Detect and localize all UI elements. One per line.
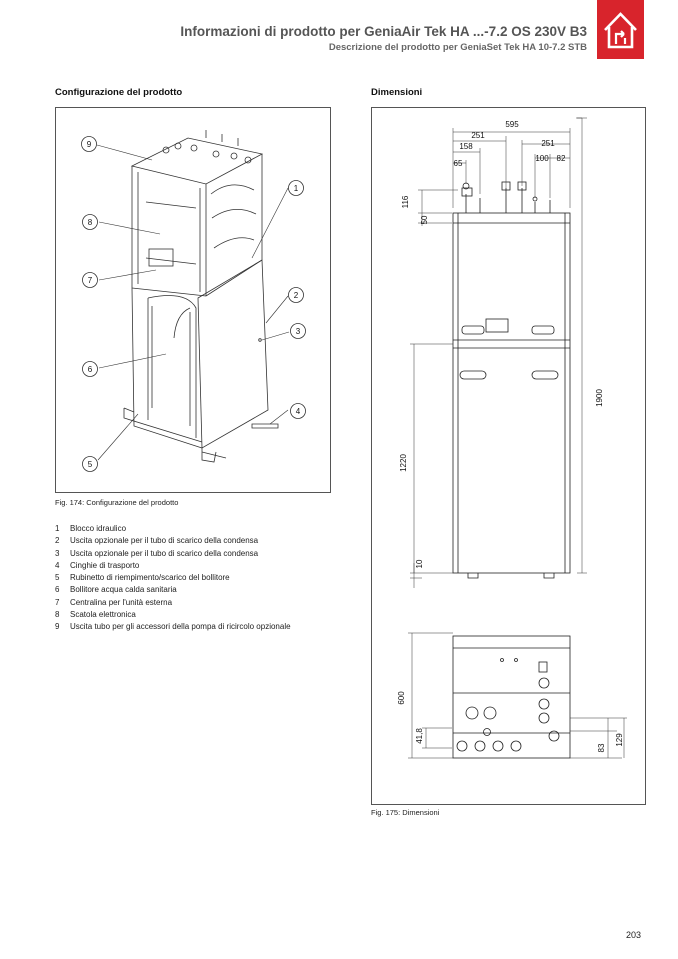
dimensions-figure [371, 107, 646, 805]
dim-65: 65 [453, 159, 463, 168]
callout-9: 9 [86, 140, 92, 149]
page-number: 203 [626, 930, 642, 940]
house-logo-icon [597, 0, 644, 59]
legend-item: 3 Uscita opzionale per il tubo di scarico della condensa [55, 548, 259, 558]
section-heading-dimensions: Dimensioni [371, 87, 423, 98]
callout-3: 3 [295, 327, 301, 336]
product-configuration-figure [55, 107, 331, 493]
dim-595: 595 [505, 120, 519, 129]
dim-116: 116 [401, 195, 410, 209]
figure-caption-175: Fig. 175: Dimensioni [371, 808, 440, 817]
dim-251-left: 251 [471, 131, 485, 140]
dim-1220: 1220 [399, 454, 408, 472]
callout-7: 7 [87, 276, 93, 285]
dim-50: 50 [420, 215, 429, 225]
dim-100: 100 [535, 154, 549, 163]
callout-1: 1 [293, 184, 299, 193]
page-header-title: Informazioni di prodotto per GeniaAir Tek HA ...-7.2 OS 230V B3 [180, 24, 587, 39]
callout-5: 5 [87, 460, 93, 469]
legend-item: 1 Blocco idraulico [55, 524, 127, 533]
dim-10: 10 [415, 559, 424, 569]
dim-129: 129 [615, 733, 624, 747]
callout-6: 6 [87, 365, 93, 374]
dimension-drawing [372, 108, 645, 804]
product-drawing [56, 108, 330, 492]
dim-41-8: 41,8 [415, 728, 424, 744]
callout-2: 2 [293, 291, 299, 300]
dim-1900: 1900 [595, 389, 604, 407]
dim-251-right: 251 [541, 139, 555, 148]
legend-item: 6 Bollitore acqua calda sanitaria [55, 585, 177, 595]
legend-item: 7 Centralina per l'unità esterna [55, 597, 173, 607]
legend-item: 2 Uscita opzionale per il tubo di scarico della condensa [55, 536, 259, 546]
legend-item: 4 Cinghie di trasporto [55, 560, 140, 570]
figure-caption-174: Fig. 174: Configurazione del prodotto [55, 498, 179, 507]
dim-600: 600 [397, 691, 406, 705]
legend-item: 9 Uscita tubo per gli accessori della pompa di ricircolo opzionale [55, 622, 291, 632]
callout-4: 4 [295, 407, 301, 416]
component-legend [55, 523, 291, 634]
dim-83: 83 [597, 743, 606, 753]
dim-158: 158 [459, 142, 473, 151]
legend-item: 8 Scatola elettronica [55, 610, 136, 620]
dim-82: 82 [556, 154, 566, 163]
legend-item: 5 Rubinetto di riempimento/scarico del bollitore [55, 573, 230, 583]
section-heading-configuration: Configurazione del prodotto [55, 87, 183, 98]
callout-8: 8 [87, 218, 93, 227]
page-header-subtitle: Descrizione del prodotto per GeniaSet Tek HA 10-7.2 STB [328, 42, 587, 53]
